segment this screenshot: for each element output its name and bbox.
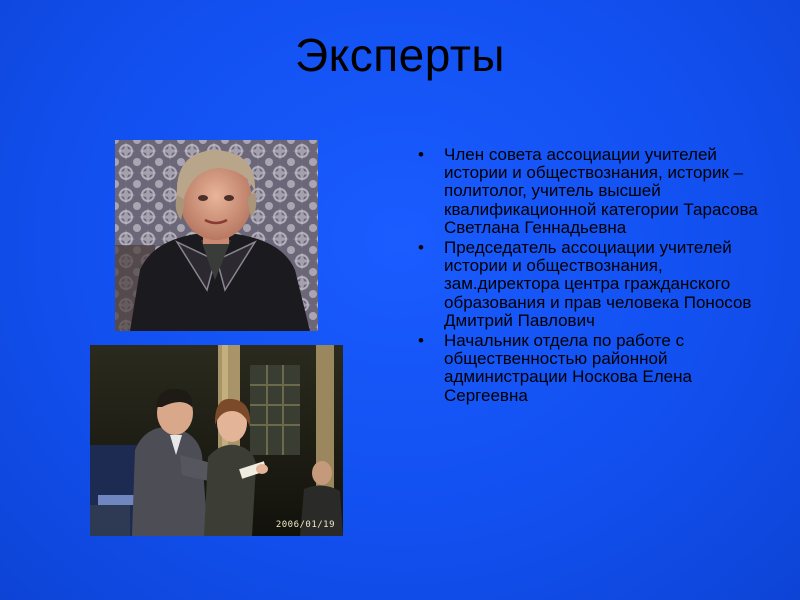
list-item [418,146,763,237]
event-photo [90,345,343,536]
list-item [418,239,763,330]
slide-title: Эксперты [295,29,505,81]
bullet-icon: • [418,238,424,258]
bullet-text: Начальник отдела по работе с общественностью районной администрации Носкова Елена Сергеевна [444,331,692,405]
list-item [418,332,763,405]
bullet-text: Председатель ассоциации учителей истории и обществознания, зам.директора центра гражданского образования и прав человека Поносов Дмитрий Павлович [444,238,752,330]
bullet-text: Член совета ассоциации учителей истории и обществознания, историк – политолог, учитель высшей квалификационной категории Тарасова Светлана Геннадьевна [444,145,758,237]
portrait-photo [115,140,318,331]
experts-list [418,146,763,407]
bullet-icon: • [418,145,424,164]
bullet-icon: • [418,331,424,351]
photo-timestamp: 2006/01/19 [275,520,335,530]
